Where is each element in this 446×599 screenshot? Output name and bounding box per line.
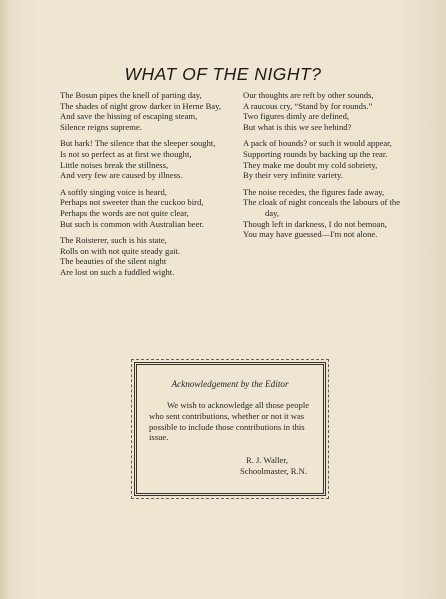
poem-line: The Roisterer, such is his state,	[60, 235, 167, 246]
poem-line: Are lost on such a fuddled wight.	[60, 266, 175, 277]
poem-line: Is not so perfect as at first we thought,	[60, 148, 192, 159]
signature-name: R. J. Waller,	[246, 455, 289, 465]
poem-stanza	[60, 90, 232, 132]
poem-line: Little noises break the stillness,	[60, 159, 169, 170]
signature-title: Schoolmaster, R.N.	[240, 465, 307, 476]
poem-stanza	[243, 90, 405, 132]
poem-stanza	[60, 235, 232, 277]
acknowledgement-box	[134, 362, 326, 496]
poem-stanza	[60, 138, 232, 180]
poem-line: Supporting rounds by backing up the rear.	[243, 148, 388, 159]
poem-stanza	[243, 187, 405, 240]
poem-title: WHAT OF THE NIGHT?	[124, 64, 322, 84]
poem-line: They make me doubt my cold sobriety,	[243, 159, 378, 170]
poem-line: A softly singing voice is heard,	[60, 186, 167, 197]
poem-stanza	[60, 187, 232, 229]
poem-left-column	[60, 90, 232, 284]
poem-line: And save the hissing of escaping steam,	[60, 111, 198, 122]
poem-line: Perhaps the words are not quite clear,	[60, 207, 189, 218]
poem-line: The cloak of night conceals the labours of the day,	[243, 197, 401, 218]
poem-line: A pack of hounds? or such it would appear,	[243, 138, 392, 149]
poem-right-column	[243, 90, 405, 246]
poem-line: But such is common with Australian beer.	[60, 218, 204, 229]
poem-line: Our thoughts are reft by other sounds,	[243, 90, 374, 100]
poem-line: Two figures dimly are defined,	[243, 111, 350, 122]
poem-line: The beauties of the silent night	[60, 256, 167, 267]
poem-line: And very few are caused by illness.	[60, 170, 183, 181]
poem-line: But what is this we see behind?	[243, 121, 352, 132]
poem-line: You may have guessed—I'm not alone.	[243, 229, 378, 240]
acknowledgement-signature	[240, 455, 307, 477]
acknowledgement-body	[149, 400, 311, 443]
poem-stanza	[243, 138, 405, 180]
poem-line: Rolls on with not quite steady gait.	[60, 245, 181, 256]
poem-line: The Bosun pipes the knell of parting day,	[60, 90, 202, 100]
poem-line: The shades of night grow darker in Herne Bay,	[60, 100, 222, 111]
poem-line: The noise recedes, the figures fade away,	[243, 186, 385, 197]
poem-line: By their very infinite variety.	[243, 170, 343, 181]
poem-line: Silence reigns supreme.	[60, 121, 142, 132]
poem-line: A raucous cry, “Stand by for rounds.”	[243, 100, 373, 111]
acknowledgement-text: We wish to acknowledge all those people who sent contributions, whether or not it was possible to include those contributions in this issue.	[149, 400, 310, 443]
poem-line: Though left in darkness, I do not bemoan,	[243, 218, 387, 229]
poem-line: Perhaps not sweeter than the cuckoo bird,	[60, 197, 204, 208]
acknowledgement-heading: Acknowledgement by the Editor	[171, 379, 289, 389]
poem-line: But hark! The silence that the sleeper sought,	[60, 138, 216, 149]
